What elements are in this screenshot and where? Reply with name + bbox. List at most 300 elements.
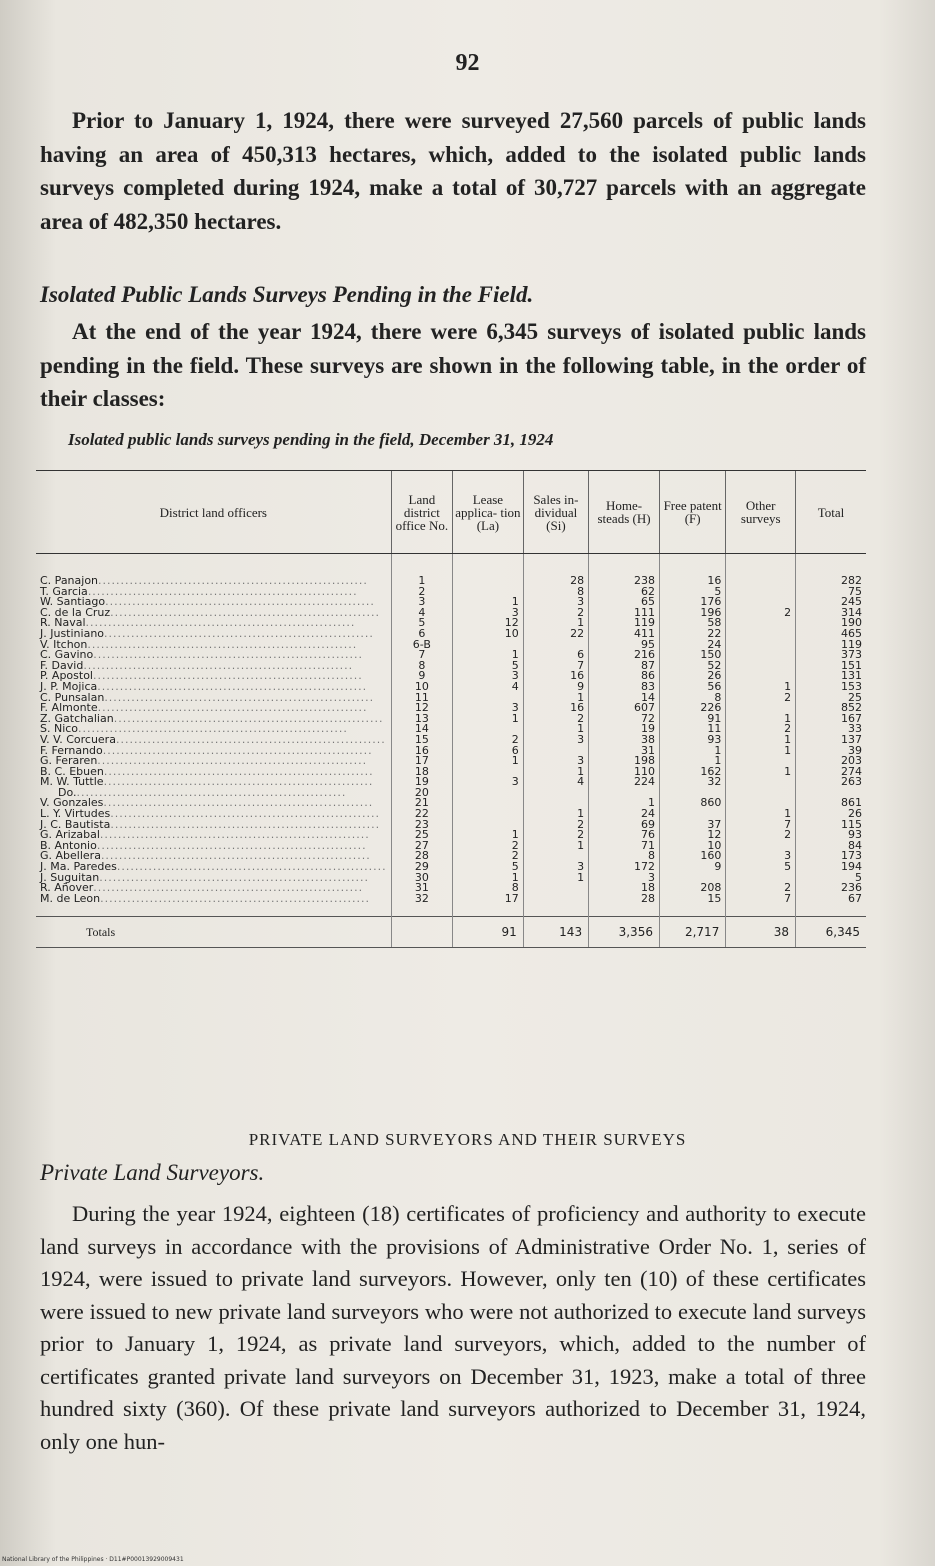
table-row [36,873,866,884]
table-cell: 1 [659,746,725,757]
table-cell [726,629,796,640]
table-cell: 861 [796,798,866,809]
table-body [36,554,866,917]
dot-leader: ............................................................ [116,862,387,873]
table-cell: 28 [523,554,588,587]
table-cell: 14 [589,693,660,704]
surveys-table-container [36,470,866,948]
officer-name: F. David [40,658,84,672]
table-cell: 8 [589,851,660,862]
dot-leader: ............................................................ [97,681,368,693]
table-cell [726,777,796,788]
table-cell: 5 [391,618,452,629]
table-cell [453,798,524,809]
table-cell: 31 [391,883,452,894]
dot-leader: ............................................................ [99,830,370,841]
table-cell: 1 [726,746,796,757]
table-cell: 1 [523,873,588,884]
officer-name: W. Santiago [40,595,106,609]
table-cell: 3 [523,756,588,767]
dot-leader: ............................................................ [92,671,363,682]
table-cell: 29 [391,862,452,873]
table-cell: 238 [589,554,660,587]
table-cell: 3 [453,777,524,788]
table-cell: 203 [796,756,866,767]
officer-name-cell [36,891,391,917]
table-row [36,629,866,640]
table-cell: 1 [726,735,796,746]
table-header-0: District land officers [36,471,391,554]
table-cell: 7 [523,661,588,672]
library-footer: National Library of the Philippines · D11#P00013929009431 [2,1556,184,1563]
table-cell: 58 [659,618,725,629]
table-cell: 1 [523,693,588,704]
table-row [36,703,866,714]
table-cell [726,788,796,799]
table-cell: 72 [589,714,660,725]
table-cell: 3 [589,873,660,884]
table-cell [523,788,588,799]
table-cell: 282 [796,554,866,587]
table-cell: 137 [796,735,866,746]
table-row [36,724,866,735]
table-cell: 1 [453,830,524,841]
table-cell: 62 [589,587,660,598]
totals-cell: 38 [726,917,796,948]
table-cell [726,554,796,587]
table-cell: 2 [391,587,452,598]
officer-name: F. Fernando [40,743,103,757]
table-cell: 1 [659,756,725,767]
table-cell: 22 [659,629,725,640]
dot-leader: ............................................................ [110,607,380,619]
table-row [36,777,866,788]
table-row [36,650,866,661]
officer-name: J. Justiniano [40,626,105,640]
table-cell: 33 [796,724,866,735]
totals-cell: 143 [523,917,588,948]
officer-name-cell [36,777,391,788]
table-row [36,862,866,873]
table-cell: 1 [726,714,796,725]
table-cell: 38 [589,735,660,746]
table-cell: 2 [726,724,796,735]
table-header-6: Other surveys [726,471,796,554]
table-cell: 2 [523,830,588,841]
dot-leader: ............................................................ [87,639,358,651]
dot-leader: ............................................................ [97,756,368,767]
dot-leader: ............................................................ [98,576,368,587]
table-cell: 15 [659,894,725,917]
table-header-7: Total [796,471,866,554]
table-cell: 71 [589,841,660,852]
table-cell: 5 [796,873,866,884]
table-cell: 87 [589,661,660,672]
table-row [36,883,866,894]
paragraph-pending-text: At the end of the year 1924, there were 6,345 surveys of isolated public lands pending in the field. These surveys are shown in the following table, in the order of their classes: [40,319,866,411]
table-row [36,714,866,725]
table-cell: 190 [796,618,866,629]
table-cell: 22 [391,809,452,820]
table-cell: 3 [453,671,524,682]
table-cell: 2 [453,735,524,746]
table-cell: 39 [796,746,866,757]
table-cell: 7 [726,820,796,831]
officer-name: V. Gonzales [40,796,104,810]
table-cell: 10 [453,629,524,640]
officer-name: S. Nico [40,722,79,736]
table-row [36,767,866,778]
table-row [36,693,866,704]
table-cell: 24 [659,640,725,651]
table-cell: 1 [523,841,588,852]
table-cell: 2 [726,693,796,704]
table-cell: 8 [523,587,588,598]
dot-leader: ............................................................ [105,597,375,608]
table-cell: 3 [391,597,452,608]
table-cell: 65 [589,597,660,608]
dot-leader: ............................................................ [100,851,371,863]
table-cell: 32 [391,894,452,917]
table-cell: 194 [796,862,866,873]
table-cell [726,640,796,651]
table-header-1: Land district office No. [391,471,452,554]
table-cell: 27 [391,841,452,852]
table-cell: 8 [453,883,524,894]
table-cell [726,650,796,661]
table-cell: 37 [659,820,725,831]
officer-name-cell [36,626,391,640]
officer-name: L. Y. Virtudes [40,807,111,821]
totals-cell [391,917,452,948]
table-cell: 1 [453,650,524,661]
table-cell: 245 [796,597,866,608]
table-cell: 236 [796,883,866,894]
table-cell: 5 [453,862,524,873]
table-cell [726,661,796,672]
table-cell: 4 [523,777,588,788]
table-cell: 21 [391,798,452,809]
officer-name: R. Añover [40,881,94,895]
dot-leader: ............................................................ [102,745,373,757]
dot-leader: ............................................................ [110,819,381,831]
table-cell: 173 [796,851,866,862]
officer-name: C. de la Cruz [40,605,111,619]
dot-leader: ............................................................ [83,660,354,672]
dot-leader: ............................................................ [103,766,374,778]
table-cell: 176 [659,597,725,608]
table-cell: 3 [523,597,588,608]
table-cell: 16 [659,554,725,587]
table-row [36,682,866,693]
table-cell: 3 [523,862,588,873]
table-cell: 56 [659,682,725,693]
officer-name: J. Ma. Paredes [40,860,117,874]
table-cell: 75 [796,587,866,598]
table-cell: 10 [659,841,725,852]
table-cell: 111 [589,608,660,619]
table-cell: 4 [391,608,452,619]
table-row [36,788,866,799]
table-cell: 12 [659,830,725,841]
paragraph-private-surveyors-text: During the year 1924, eighteen (18) certificates of proficiency and authority to execute land surveys in accordance with the provisions of Administrative Order No. 1, series of 1924, were issued to private land surveyors. However, only ten (10) of these certificates were issued to new private land surveyors who were not authorized to execute land surveys prior to January 1, 1924, as private land surveyors, which, added to the number of certificates granted private land surveyors on December 31, 1923, make a total of three hundred sixty (360). Of these private land surveyors authorized to December 31, 1924, only one hun- [40,1201,866,1454]
table-cell: 26 [659,671,725,682]
table-cell: 22 [523,629,588,640]
table-cell [726,618,796,629]
table-cell: 151 [796,661,866,672]
officer-name-cell [36,554,391,587]
table-cell: 13 [391,714,452,725]
table-cell: 69 [589,820,660,831]
dot-leader: ............................................................ [78,724,348,735]
table-cell: 16 [523,671,588,682]
table-cell [523,883,588,894]
table-cell: 20 [391,788,452,799]
dot-leader: ............................................................ [104,692,375,704]
dot-leader: ............................................................ [100,893,370,905]
table-header-3: Sales in- dividual (Si) [523,471,588,554]
table-cell: 119 [589,618,660,629]
paragraph-intro [40,104,866,238]
table-cell: 26 [796,809,866,820]
officer-name: Do. [58,785,77,799]
table-cell: 5 [726,862,796,873]
table-cell: 2 [726,830,796,841]
table-cell: 224 [589,777,660,788]
table-cell: 160 [659,851,725,862]
table-cell: 852 [796,703,866,714]
table-row [36,608,866,619]
table-row [36,841,866,852]
totals-cell: 91 [453,917,524,948]
dot-leader: ............................................................ [96,840,367,852]
table-cell: 1 [726,682,796,693]
dot-leader: ............................................................ [113,713,384,725]
table-cell: 25 [796,693,866,704]
table-cell: 25 [391,830,452,841]
table-cell: 1 [453,873,524,884]
dot-leader: ............................................................ [110,809,381,820]
table-cell: 19 [391,777,452,788]
table-cell: 17 [453,894,524,917]
table-cell: 67 [796,894,866,917]
table-cell: 1 [589,798,660,809]
table-cell: 226 [659,703,725,714]
table-cell: 86 [589,671,660,682]
table-header-2: Lease applica- tion (La) [453,471,524,554]
table-cell: 30 [391,873,452,884]
table-caption: Isolated public lands surveys pending in the field, December 31, 1924 [68,430,554,449]
table-cell: 2 [523,820,588,831]
officer-name: C. Punsalan [40,690,105,704]
table-cell: 6 [453,746,524,757]
table-cell: 3 [453,608,524,619]
page-number: 92 [455,50,480,76]
table-row [36,597,866,608]
officer-name: F. Almonte [40,701,98,715]
table-cell: 18 [589,883,660,894]
table-cell: 1 [523,724,588,735]
table-cell [453,554,524,587]
table-row [36,809,866,820]
table-cell: 31 [589,746,660,757]
table-cell: 24 [589,809,660,820]
table-cell [453,788,524,799]
officer-name: J. P. Mojica [40,679,98,693]
table-cell: 16 [523,703,588,714]
officer-name-cell [36,650,391,661]
table-cell: 860 [659,798,725,809]
table-cell: 16 [391,746,452,757]
table-row [36,851,866,862]
table-cell: 93 [659,735,725,746]
table-cell: 28 [589,894,660,917]
table-cell: 1 [523,809,588,820]
table-cell: 14 [391,724,452,735]
totals-cell: 6,345 [796,917,866,948]
table-cell: 76 [589,830,660,841]
table-cell: 115 [796,820,866,831]
officer-name: G. Feraren [40,754,98,768]
heading-private-surveyors: Private Land Surveyors. [40,1160,265,1185]
dot-leader: ............................................................ [104,628,374,640]
table-cell: 2 [453,851,524,862]
table-cell: 91 [659,714,725,725]
dot-leader: ............................................................ [87,586,358,598]
table-row [36,554,866,587]
table-cell: 1 [726,809,796,820]
dot-leader: ............................................................ [93,650,364,661]
dot-leader: ............................................................ [103,777,374,788]
paragraph-pending [40,315,866,416]
officer-name: G. Arizabal [40,828,100,842]
table-cell: 198 [589,756,660,767]
table-cell: 93 [796,830,866,841]
table-cell: 314 [796,608,866,619]
table-cell: 2 [726,608,796,619]
dot-leader: ............................................................ [76,787,347,799]
table-cell: 84 [796,841,866,852]
officer-name: V. V. Corcuera [40,732,116,746]
table-cell: 6 [391,629,452,640]
table-cell: 110 [589,767,660,778]
table-cell: 12 [453,618,524,629]
table-cell: 19 [589,724,660,735]
officer-name-cell [36,605,391,619]
dot-leader: ............................................................ [115,734,386,746]
table-cell: 15 [391,735,452,746]
table-cell: 216 [589,650,660,661]
officer-name: J. Suguitan [40,870,100,884]
table-cell: 6 [523,650,588,661]
table-cell: 4 [453,682,524,693]
heading-pending-surveys: Isolated Public Lands Surveys Pending in the Field. [40,282,534,307]
table-cell: 6-B [391,640,452,651]
table-cell: 18 [391,767,452,778]
table-cell: 167 [796,714,866,725]
table-cell: 83 [589,682,660,693]
officer-name: V. Itchon [40,637,88,651]
table-row [36,587,866,598]
table-cell: 263 [796,777,866,788]
table-cell: 465 [796,629,866,640]
table-row [36,756,866,767]
table-cell: 411 [589,629,660,640]
table-cell: 8 [659,693,725,704]
officer-name: B. C. Ebuen [40,764,104,778]
paragraph-intro-text: Prior to January 1, 1924, there were surveyed 27,560 parcels of public lands having an area of 450,313 hectares, which, added to the isolated public lands surveys completed during 1924, make a total of 30,727 parcels with an aggregate area of 482,350 hectares. [40,108,866,234]
table-cell: 5 [453,661,524,672]
table-row [36,746,866,757]
totals-cell: 3,356 [589,917,660,948]
table-cell: 7 [391,650,452,661]
table-row [36,735,866,746]
table-cell: 11 [659,724,725,735]
table-cell: 150 [659,650,725,661]
dot-leader: ............................................................ [97,703,368,714]
surveys-table [36,470,866,948]
table-cell: 131 [796,671,866,682]
officer-name: P. Apostol [40,669,93,683]
table-cell: 274 [796,767,866,778]
officer-name: T. Garcia [40,584,88,598]
table-header-5: Free patent (F) [659,471,725,554]
table-cell: 9 [659,862,725,873]
table-cell: 52 [659,661,725,672]
table-cell: 607 [589,703,660,714]
table-cell: 1 [523,618,588,629]
table-cell: 1 [726,767,796,778]
table-cell [523,894,588,917]
table-row [36,661,866,672]
officer-name: J. C. Bautista [40,817,111,831]
table-cell: 3 [453,703,524,714]
table-cell: 23 [391,820,452,831]
table-row [36,820,866,831]
officer-name-cell [36,711,391,725]
table-cell: 2 [453,841,524,852]
table-cell: 95 [589,640,660,651]
officer-name: C. Panajon [40,574,99,587]
table-totals-row [36,917,866,948]
table-header-row [36,471,866,554]
table-cell: 1 [391,554,452,587]
table-cell: 28 [391,851,452,862]
table-cell: 208 [659,883,725,894]
table-row [36,894,866,917]
table-cell: 172 [589,862,660,873]
officer-name: Z. Gatchalian [40,711,114,725]
table-cell [453,809,524,820]
officer-name: M. W. Tuttle [40,775,104,789]
table-cell: 32 [659,777,725,788]
table-cell: 153 [796,682,866,693]
table-row [36,640,866,651]
officer-name: R. Naval [40,616,86,630]
table-cell: 12 [391,703,452,714]
table-cell: 5 [659,587,725,598]
table-cell: 11 [391,693,452,704]
table-cell: 1 [453,597,524,608]
table-cell: 2 [523,714,588,725]
table-row [36,618,866,629]
table-cell: 1 [453,714,524,725]
table-cell: 7 [726,894,796,917]
dot-leader: ............................................................ [93,883,364,894]
table-cell: 119 [796,640,866,651]
dot-leader: ............................................................ [85,618,356,629]
table-cell: 9 [523,682,588,693]
